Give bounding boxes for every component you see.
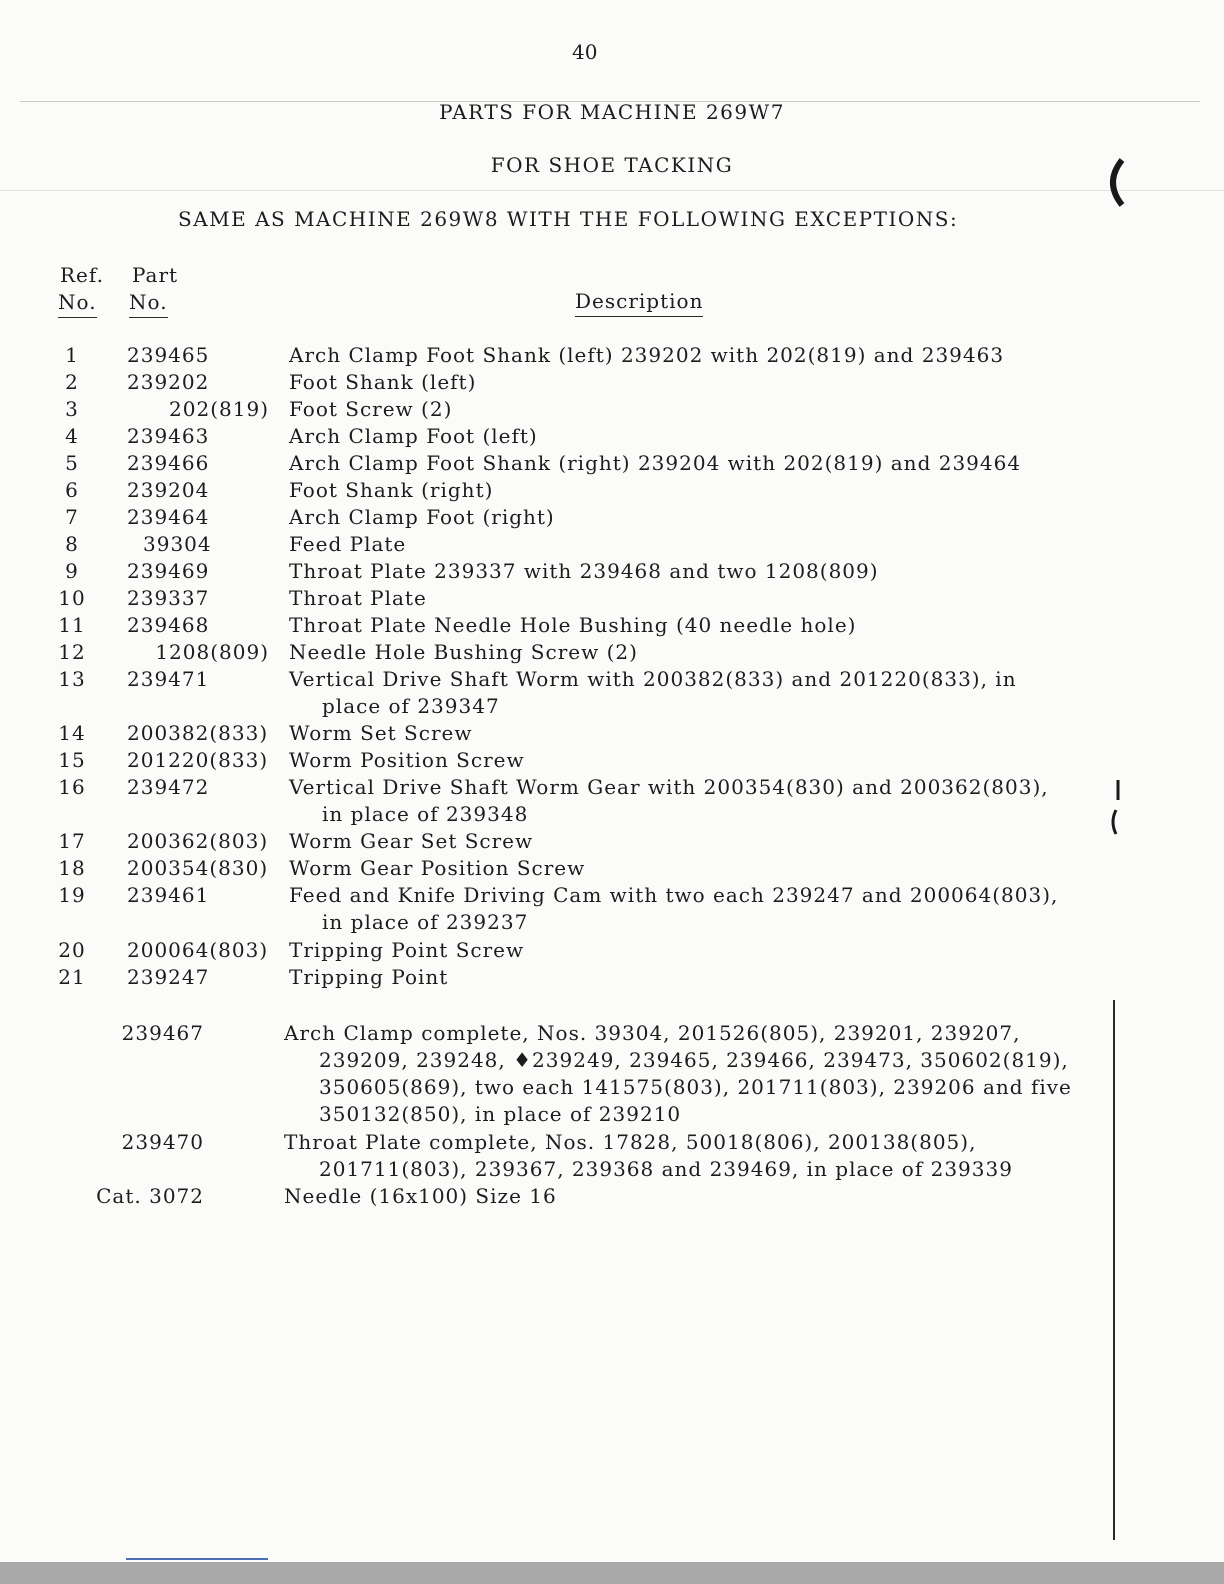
ref-number: 3 [65,397,79,421]
description-text: Foot Screw (2) [289,397,453,421]
ref-header-line2: No. [58,290,97,318]
ref-number: 5 [65,451,79,475]
part-number: 239472 [127,775,210,799]
exceptions-note: SAME AS MACHINE 269W8 WITH THE FOLLOWING EXCEPTIONS: [178,207,959,231]
part-number: 202(819) [169,397,269,421]
ref-number: 12 [58,640,86,664]
description-text: Arch Clamp Foot (right) [289,505,555,529]
part-number: 239464 [127,505,210,529]
description-text: Worm Set Screw [289,721,473,745]
ref-header-line1: Ref. [60,263,104,287]
part-description [289,639,1109,666]
part-description [289,504,1109,531]
ref-number: 17 [58,829,86,853]
part-description [289,666,1109,720]
ref-number: 20 [58,938,86,962]
assembly-description [284,1183,1114,1210]
ref-number: 16 [58,775,86,799]
ref-number: 7 [65,505,79,529]
ref-number: 14 [58,721,86,745]
page-number: 40 [572,40,598,64]
description-text: Arch Clamp Foot Shank (right) 239204 with 202(819) and 239464 [289,451,1022,475]
page-subtitle: FOR SHOE TACKING [490,153,734,177]
part-number: 39304 [143,532,212,556]
part-description [289,964,1109,991]
description-text: Feed and Knife Driving Cam with two each 239247 and 200064(803), [289,883,1059,907]
part-number: 239337 [127,586,210,610]
page-title: PARTS FOR MACHINE 269W7 [439,100,785,124]
part-description [289,369,1109,396]
description-line: 350132(850), in place of 239210 [319,1102,682,1126]
part-number: 239468 [127,613,210,637]
binding-mark-icon [1100,150,1140,220]
description-text: Needle Hole Bushing Screw (2) [289,640,638,664]
part-number: 239463 [127,424,210,448]
description-line: Needle (16x100) Size 16 [284,1184,557,1208]
part-number: 200064(803) [127,938,269,962]
part-description [289,585,1109,612]
part-number: 201220(833) [127,748,269,772]
part-number: 239466 [127,451,210,475]
description-continuation: place of 239347 [322,694,500,718]
description-header: Description [575,289,703,317]
ref-number: 13 [58,667,86,691]
part-description [289,423,1109,450]
part-number: 200362(803) [127,829,269,853]
part-number: 239467 [121,1021,204,1045]
binding-mark-icon [1098,770,1138,840]
part-description [289,937,1109,964]
description-text: Throat Plate Needle Hole Bushing (40 needle hole) [289,613,857,637]
description-text: Foot Shank (left) [289,370,477,394]
ref-number: 21 [58,965,86,989]
part-number: 1208(809) [155,640,269,664]
scan-line [0,190,1224,191]
assembly-description [284,1020,1114,1128]
part-description [289,558,1109,585]
ref-number: 15 [58,748,86,772]
ref-number: 6 [65,478,79,502]
part-number: 200382(833) [127,721,269,745]
ref-number: 2 [65,370,79,394]
description-text: Worm Gear Position Screw [289,856,586,880]
ref-number: 11 [58,613,86,637]
description-text: Throat Plate 239337 with 239468 and two 1208(809) [289,559,879,583]
part-number: 239465 [127,343,210,367]
page-edge-line [1113,1000,1115,1540]
part-description [289,855,1109,882]
part-description [289,720,1109,747]
ref-number: 4 [65,424,79,448]
part-number: 200354(830) [127,856,269,880]
ref-number: 10 [58,586,86,610]
description-text: Worm Gear Set Screw [289,829,534,853]
assembly-description [284,1129,1114,1183]
part-number: 239204 [127,478,210,502]
part-description [289,828,1109,855]
description-text: Throat Plate [289,586,427,610]
ref-number: 8 [65,532,79,556]
part-number: 239470 [121,1130,204,1154]
part-description [289,342,1109,369]
description-text: Arch Clamp Foot (left) [289,424,538,448]
part-description [289,396,1109,423]
part-number: 239471 [127,667,210,691]
scan-bottom-edge [0,1562,1224,1584]
description-text: Vertical Drive Shaft Worm Gear with 200354(830) and 200362(803), [289,775,1049,799]
description-text: Tripping Point Screw [289,938,525,962]
ref-number: 1 [65,343,79,367]
ref-number: 18 [58,856,86,880]
description-continuation: in place of 239348 [322,802,529,826]
part-description [289,774,1109,828]
description-text: Tripping Point [289,965,449,989]
part-description [289,882,1109,936]
part-number: 239202 [127,370,210,394]
part-number: 239469 [127,559,210,583]
description-text: Feed Plate [289,532,407,556]
part-number: 239247 [127,965,210,989]
part-description [289,747,1109,774]
description-line: 239209, 239248, ♦239249, 239465, 239466, 239473, 350602(819), [319,1048,1069,1072]
ref-number: 19 [58,883,86,907]
scan-artifact-line [126,1558,268,1560]
description-text: Foot Shank (right) [289,478,494,502]
part-number: Cat. 3072 [96,1184,204,1208]
part-number: 239461 [127,883,210,907]
description-text: Vertical Drive Shaft Worm with 200382(833) and 201220(833), in [289,667,1017,691]
description-text: Arch Clamp Foot Shank (left) 239202 with 202(819) and 239463 [289,343,1005,367]
ref-number: 9 [65,559,79,583]
part-description [289,531,1109,558]
part-description [289,477,1109,504]
part-description [289,450,1109,477]
description-line: Arch Clamp complete, Nos. 39304, 201526(805), 239201, 239207, [284,1021,1021,1045]
description-line: 350605(869), two each 141575(803), 201711(803), 239206 and five [319,1075,1072,1099]
description-text: Worm Position Screw [289,748,525,772]
description-continuation: in place of 239237 [322,910,529,934]
part-header-line1: Part [132,263,179,287]
description-line: Throat Plate complete, Nos. 17828, 50018(806), 200138(805), [284,1130,977,1154]
part-header-line2: No. [129,290,168,318]
part-description [289,612,1109,639]
description-line: 201711(803), 239367, 239368 and 239469, in place of 239339 [319,1157,1013,1181]
